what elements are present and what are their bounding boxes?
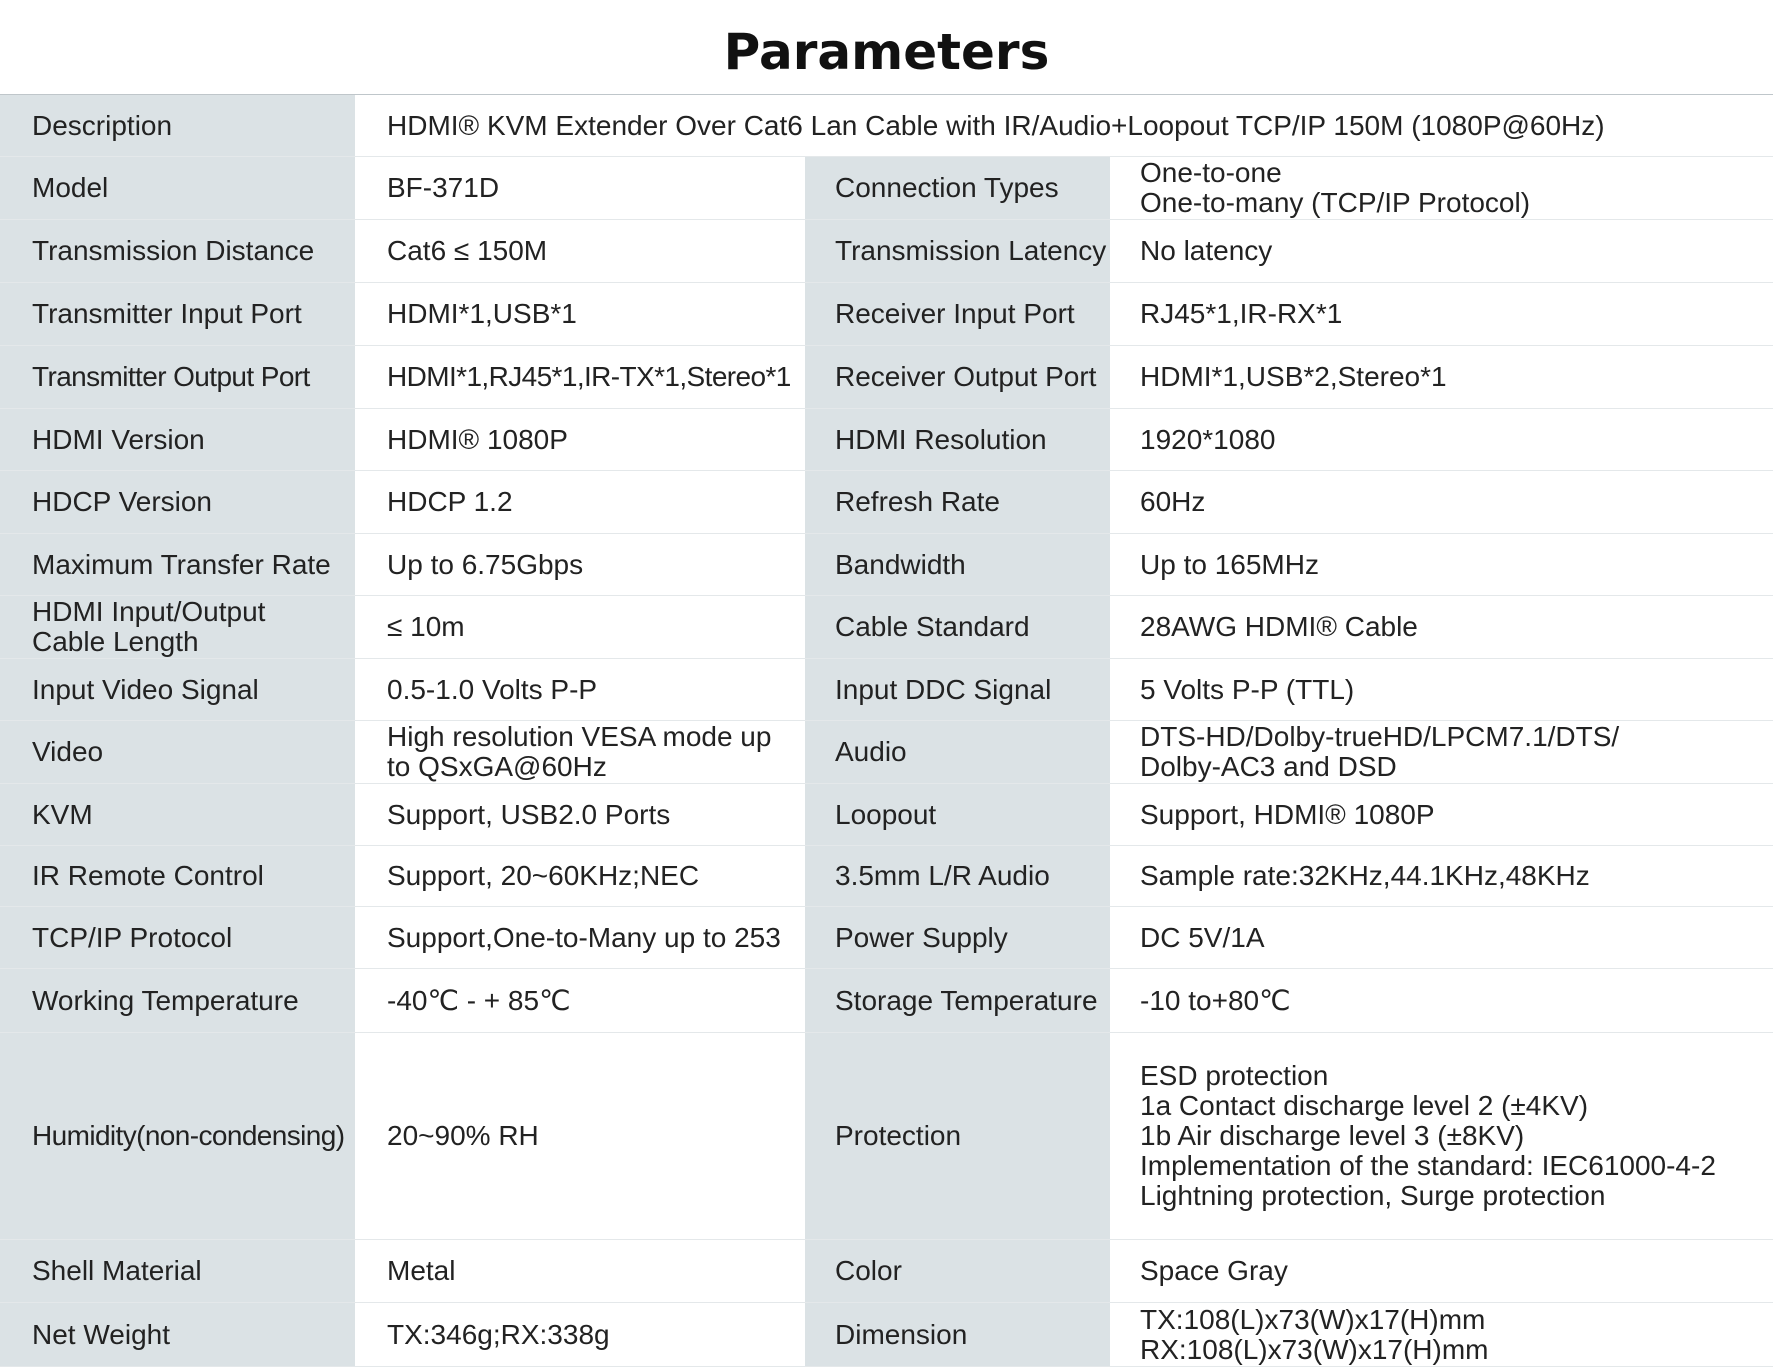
spec-label: Working Temperature [0,969,355,1033]
spec-value: Support, 20~60KHz;NEC [355,846,805,907]
table-row [0,596,1773,659]
table-row [0,157,1773,220]
table-row [0,220,1773,283]
spec-label: Transmission Latency [805,220,1110,283]
spec-value: One-to-one One-to-many (TCP/IP Protocol) [1110,157,1773,220]
spec-value: Space Gray [1110,1240,1773,1303]
spec-value: No latency [1110,220,1773,283]
table-row [0,346,1773,409]
spec-value: Up to 6.75Gbps [355,534,805,596]
spec-label: Audio [805,721,1110,784]
spec-value: 1920*1080 [1110,409,1773,471]
spec-value: TX:346g;RX:338g [355,1303,805,1367]
spec-value: ≤ 10m [355,596,805,659]
table-row [0,907,1773,969]
spec-value: 28AWG HDMI® Cable [1110,596,1773,659]
spec-value: Support,One-to-Many up to 253 [355,907,805,969]
spec-label: IR Remote Control [0,846,355,907]
table-row [0,534,1773,596]
spec-value: Metal [355,1240,805,1303]
spec-label: Storage Temperature [805,969,1110,1033]
spec-value: RJ45*1,IR-RX*1 [1110,283,1773,346]
spec-value: HDMI*1,USB*2,Stereo*1 [1110,346,1773,409]
spec-label: Protection [805,1033,1110,1240]
spec-value: HDMI*1,USB*1 [355,283,805,346]
spec-value: 5 Volts P-P (TTL) [1110,659,1773,721]
spec-label: Humidity(non-condensing) [0,1033,355,1240]
table-row [0,409,1773,471]
spec-label: Transmitter Output Port [0,346,355,409]
spec-label: HDMI Version [0,409,355,471]
spec-label: Input Video Signal [0,659,355,721]
description-label: Description [0,95,355,157]
spec-value: 60Hz [1110,471,1773,534]
spec-label: HDMI Input/Output Cable Length [0,596,355,659]
spec-value: Cat6 ≤ 150M [355,220,805,283]
spec-label: Shell Material [0,1240,355,1303]
spec-label: Receiver Input Port [805,283,1110,346]
spec-value: -40℃ - + 85℃ [355,969,805,1033]
spec-value: High resolution VESA mode up to QSxGA@60Hz [355,721,805,784]
spec-label: HDMI Resolution [805,409,1110,471]
spec-label: Bandwidth [805,534,1110,596]
spec-label: Transmitter Input Port [0,283,355,346]
spec-value: HDCP 1.2 [355,471,805,534]
table-row [0,846,1773,907]
spec-value: Support, USB2.0 Ports [355,784,805,846]
spec-value: -10 to+80℃ [1110,969,1773,1033]
spec-label: Video [0,721,355,784]
table-row [0,283,1773,346]
spec-label: KVM [0,784,355,846]
spec-value: Up to 165MHz [1110,534,1773,596]
table-row [0,659,1773,721]
table-row [0,471,1773,534]
spec-value: DTS-HD/Dolby-trueHD/LPCM7.1/DTS/ Dolby-AC3 and DSD [1110,721,1773,784]
spec-label: Power Supply [805,907,1110,969]
spec-value: Support, HDMI® 1080P [1110,784,1773,846]
spec-value: HDMI® 1080P [355,409,805,471]
table-row [0,784,1773,846]
table-row [0,1033,1773,1240]
spec-label: TCP/IP Protocol [0,907,355,969]
spec-label: HDCP Version [0,471,355,534]
spec-label: Input DDC Signal [805,659,1110,721]
spec-value: 20~90% RH [355,1033,805,1240]
spec-value: HDMI*1,RJ45*1,IR-TX*1,Stereo*1 [355,346,805,409]
spec-label: Maximum Transfer Rate [0,534,355,596]
spec-value: TX:108(L)x73(W)x17(H)mm RX:108(L)x73(W)x17(H)mm [1110,1303,1773,1367]
spec-label: Refresh Rate [805,471,1110,534]
spec-value: ESD protection 1a Contact discharge level 2 (±4KV) 1b Air discharge level 3 (±8KV) Implementation of the standard: IEC61000-4-2 Lightning protection, Surge protection [1110,1033,1773,1240]
table-row [0,721,1773,784]
table-row [0,969,1773,1033]
spec-value: Sample rate:32KHz,44.1KHz,48KHz [1110,846,1773,907]
spec-value: DC 5V/1A [1110,907,1773,969]
description-value: HDMI® KVM Extender Over Cat6 Lan Cable with IR/Audio+Loopout TCP/IP 150M (1080P@60Hz) [355,95,1773,157]
spec-label: Color [805,1240,1110,1303]
spec-label: Dimension [805,1303,1110,1367]
table-row-description [0,95,1773,157]
spec-label: Transmission Distance [0,220,355,283]
spec-label: Net Weight [0,1303,355,1367]
parameters-table [0,94,1773,1367]
spec-value: 0.5-1.0 Volts P-P [355,659,805,721]
table-row [0,1303,1773,1367]
spec-value: BF-371D [355,157,805,220]
spec-label: Cable Standard [805,596,1110,659]
spec-label: Receiver Output Port [805,346,1110,409]
table-row [0,1240,1773,1303]
spec-label: 3.5mm L/R Audio [805,846,1110,907]
spec-label: Model [0,157,355,220]
spec-label: Loopout [805,784,1110,846]
spec-label: Connection Types [805,157,1110,220]
page-title: Parameters [723,23,1050,81]
